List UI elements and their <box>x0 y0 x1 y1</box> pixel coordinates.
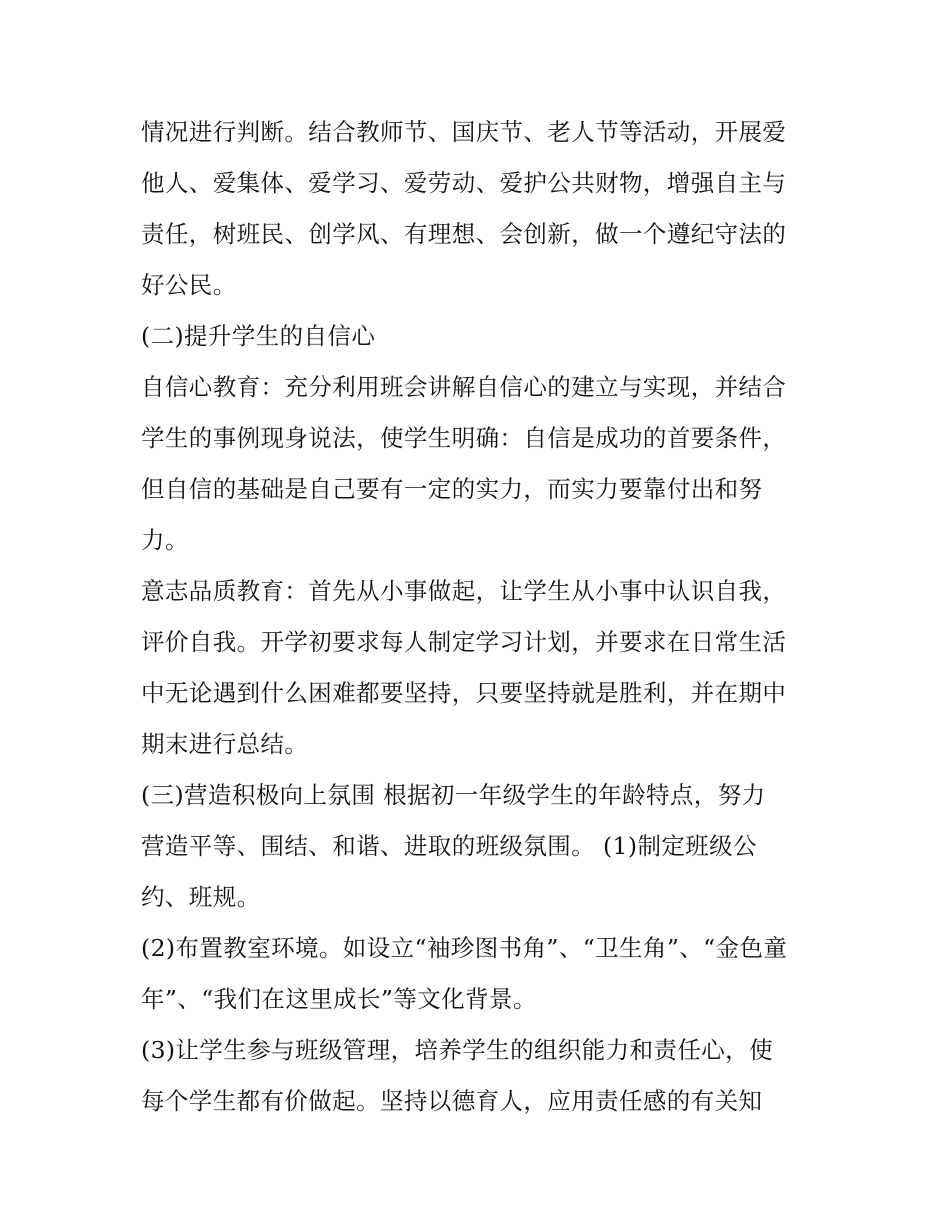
document-body <box>141 107 821 1127</box>
text-line: 期末进行总结。 <box>141 730 309 758</box>
text-line: 力。 <box>141 526 189 554</box>
text-line: 学生的事例现身说法，使学生明确：自信是成功的首要条件， <box>141 424 787 452</box>
text-line: 责任，树班民、创学风、有理想、会创新，做一个遵纪守法的 <box>141 220 787 248</box>
section-heading: (三)营造积极向上氛围 根据初一年级学生的年龄特点，努力 <box>141 781 766 809</box>
text-line: 约、班规。 <box>141 883 261 911</box>
section-heading: (二)提升学生的自信心 <box>141 322 376 350</box>
text-line: 年”、“我们在这里成长”等文化背景。 <box>141 985 537 1013</box>
text-line: 情况进行判断。结合教师节、国庆节、老人节等活动，开展爱 <box>141 118 787 146</box>
text-line: 好公民。 <box>141 271 237 299</box>
text-line: 自信心教育：充分利用班会讲解自信心的建立与实现，并结合 <box>141 373 787 401</box>
text-line: 但自信的基础是自己要有一定的实力，而实力要靠付出和努 <box>141 475 763 503</box>
text-line: 评价自我。开学初要求每人制定学习计划，并要求在日常生活 <box>141 628 787 656</box>
text-line: 每个学生都有价做起。坚持以德育人，应用责任感的有关知 <box>141 1087 763 1115</box>
text-line: 中无论遇到什么困难都要坚持，只要坚持就是胜利，并在期中 <box>141 679 787 707</box>
text-line: (2)布置教室环境。如设立“袖珍图书角”、“卫生角”、“金色童 <box>141 934 788 962</box>
text-line: (3)让学生参与班级管理，培养学生的组织能力和责任心，使 <box>141 1036 773 1064</box>
text-line: 意志品质教育：首先从小事做起，让学生从小事中认识自我， <box>141 577 787 605</box>
text-line: 营造平等、围结、和谐、进取的班级氛围。 (1)制定班级公 <box>141 832 757 860</box>
text-line: 他人、爱集体、爱学习、爱劳动、爱护公共财物，增强自主与 <box>141 169 787 197</box>
